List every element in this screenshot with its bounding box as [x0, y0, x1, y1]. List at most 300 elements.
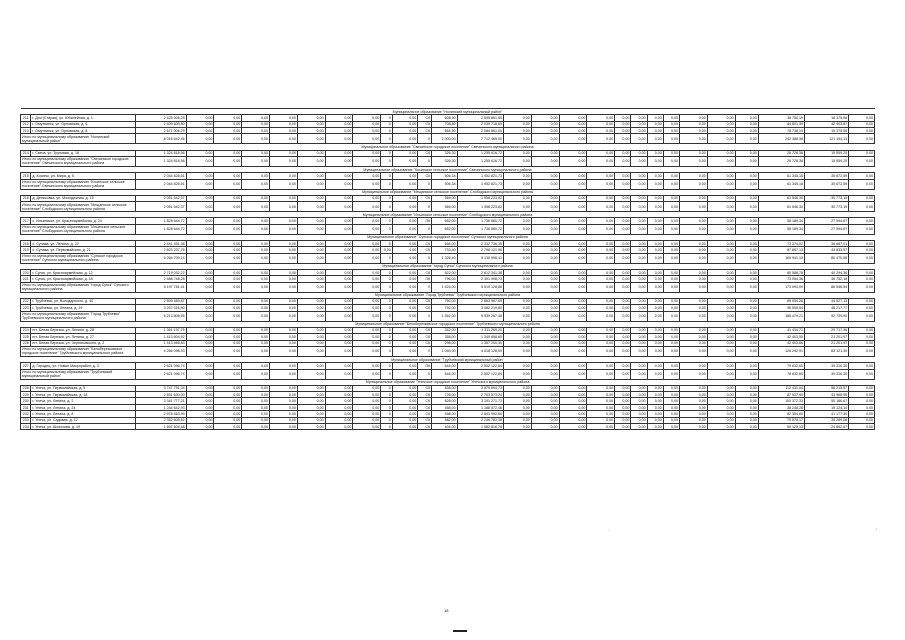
value-cell: 0,00: [503, 327, 531, 333]
value-cell: 0,00: [849, 240, 875, 246]
value-cell: 708,80: [432, 121, 457, 127]
value-cell: 0,00: [392, 404, 417, 410]
total-value-cell: 0,00: [353, 346, 381, 356]
value-cell: 3 191 271,73: [457, 398, 503, 404]
value-cell: СК: [418, 334, 432, 340]
row-number-cell: 219: [21, 247, 31, 253]
value-cell: 0,00: [631, 240, 647, 246]
value-cell: 0,00: [214, 404, 242, 410]
value-cell: 0: [381, 363, 393, 369]
value-cell: 0,00: [615, 218, 631, 224]
total-value-cell: 326,30: [432, 156, 457, 166]
value-cell: 0,00: [503, 240, 531, 246]
value-cell: 0,00: [849, 404, 875, 410]
total-value-cell: 1 828 644,72: [135, 224, 186, 234]
value-cell: 0,00: [353, 411, 381, 417]
value-cell: 0,00: [392, 398, 417, 404]
value-cell: 0,00: [849, 411, 875, 417]
total-value-cell: 0,00: [707, 179, 735, 189]
total-value-cell: 160 941,15: [758, 253, 804, 263]
value-cell: 0,00: [679, 327, 707, 333]
value-cell: 0,00: [503, 334, 531, 340]
value-cell: 0,00: [679, 150, 707, 156]
value-cell: 0,00: [353, 127, 381, 133]
total-value-cell: 0,00: [663, 134, 679, 144]
value-cell: 80 588,78: [758, 269, 804, 275]
value-cell: 0,00: [587, 424, 615, 430]
value-cell: 0,00: [587, 334, 615, 340]
value-cell: 0,00: [849, 276, 875, 282]
value-cell: 0,00: [587, 392, 615, 398]
value-cell: 342,00: [432, 327, 457, 333]
total-value-cell: Х: [418, 282, 432, 292]
value-cell: 0,00: [325, 269, 353, 275]
value-cell: СК: [418, 305, 432, 311]
total-value-cell: 0,00: [353, 282, 381, 292]
value-cell: 0,00: [186, 240, 214, 246]
value-cell: 0,00: [270, 417, 298, 423]
total-value-cell: 0,00: [214, 346, 242, 356]
section-title: Муниципальное образование "Мещанское сельское поселение" Слободского муниципального района: [21, 189, 875, 195]
total-value-cell: 0,00: [242, 282, 270, 292]
value-cell: 2 246 783,38: [457, 417, 503, 423]
value-cell: 2 703 573,24: [457, 392, 503, 398]
total-value-cell: 0,00: [214, 311, 242, 321]
value-cell: 0,00: [214, 247, 242, 253]
address-cell: г. Свеча, ул. Труновая, д. 18: [31, 150, 135, 156]
value-cell: 2 039 718,60: [457, 121, 503, 127]
value-cell: 0,00: [849, 150, 875, 156]
value-cell: 24 862,57: [805, 424, 849, 430]
value-cell: 89 054,26: [758, 298, 804, 304]
value-cell: 0,00: [214, 298, 242, 304]
value-cell: 0,00: [186, 334, 214, 340]
address-cell: г. Унеча, ул. Садовая, д. 12: [31, 417, 135, 423]
value-cell: 0,00: [270, 411, 298, 417]
value-cell: 0,00: [735, 173, 758, 179]
total-value-cell: 0,00: [849, 202, 875, 212]
value-cell: 0,00: [647, 340, 663, 346]
value-cell: 1 349 658,60: [457, 334, 503, 340]
value-cell: 0,00: [186, 173, 214, 179]
value-cell: СК: [418, 417, 432, 423]
value-cell: 0,00: [587, 340, 615, 346]
total-value-cell: 0,00: [647, 202, 663, 212]
value-cell: 19 375,08: [805, 127, 849, 133]
value-cell: 0,00: [679, 424, 707, 430]
value-cell: 0,00: [503, 195, 531, 201]
total-value-cell: 0,00: [707, 202, 735, 212]
value-cell: 0,00: [707, 392, 735, 398]
total-value-cell: Х: [418, 346, 432, 356]
total-value-cell: 0,00: [587, 282, 615, 292]
value-cell: 0,00: [242, 218, 270, 224]
total-value-cell: 0,00: [242, 179, 270, 189]
total-value-cell: 0,00: [392, 253, 417, 263]
value-cell: 0,00: [615, 150, 631, 156]
value-cell: 0,00: [392, 269, 417, 275]
value-cell: 0,00: [325, 298, 353, 304]
total-value-cell: 0,00: [270, 224, 298, 234]
value-cell: 0,00: [707, 115, 735, 121]
total-value-cell: Х: [418, 156, 432, 166]
address-cell: пгт. Белая Березка, ул. Ленина, д. 27: [31, 334, 135, 340]
value-cell: 0,00: [186, 424, 214, 430]
total-value-cell: 0,00: [353, 224, 381, 234]
value-cell: 3 082 219,80: [457, 305, 503, 311]
value-cell: 41 434,71: [758, 327, 804, 333]
value-cell: 0: [381, 392, 393, 398]
value-cell: 0,00: [325, 424, 353, 430]
row-number-cell: 218: [21, 240, 31, 246]
total-value-cell: 0,00: [503, 369, 531, 379]
value-cell: 0,00: [353, 276, 381, 282]
value-cell: 0,00: [679, 411, 707, 417]
value-cell: 0,00: [647, 195, 663, 201]
total-value-cell: 0,00: [647, 311, 663, 321]
value-cell: 0,00: [242, 173, 270, 179]
total-value-cell: 0,00: [186, 311, 214, 321]
value-cell: 0,00: [631, 398, 647, 404]
value-cell: 0,00: [214, 385, 242, 391]
value-cell: 0: [381, 398, 393, 404]
value-cell: 0,00: [631, 298, 647, 304]
value-cell: 0,00: [270, 392, 298, 398]
value-cell: 0,00: [647, 150, 663, 156]
total-value-cell: 0,00: [186, 134, 214, 144]
value-cell: 73 054,36: [758, 276, 804, 282]
total-value-cell: 26 728,38: [758, 156, 804, 166]
value-cell: 0,00: [735, 334, 758, 340]
total-value-cell: 0,00: [707, 346, 735, 356]
total-value-cell: 0,00: [735, 369, 758, 379]
value-cell: 0,00: [214, 150, 242, 156]
total-value-cell: 0,00: [270, 134, 298, 144]
value-cell: 0,00: [242, 240, 270, 246]
value-cell: 79 632,60: [758, 363, 804, 369]
value-cell: 56 215,57: [805, 385, 849, 391]
value-cell: 0,00: [392, 363, 417, 369]
page-footer-rule: [453, 630, 467, 632]
value-cell: 38 750,19: [758, 115, 804, 121]
value-cell: СК: [418, 150, 432, 156]
value-cell: 0,00: [214, 115, 242, 121]
total-value-cell: 0,00: [503, 156, 531, 166]
row-number-cell: 211: [21, 115, 31, 121]
value-cell: 0,00: [325, 173, 353, 179]
value-cell: 39 316,30: [805, 363, 849, 369]
value-cell: 0,00: [735, 363, 758, 369]
value-cell: 0,00: [186, 385, 214, 391]
value-cell: 0,00: [663, 121, 679, 127]
value-cell: 0,00: [559, 424, 587, 430]
value-cell: 0,00: [707, 121, 735, 127]
total-value-cell: 0,00: [631, 202, 647, 212]
value-cell: 0,00: [587, 173, 615, 179]
value-cell: 0,00: [270, 247, 298, 253]
value-cell: 0,00: [647, 247, 663, 253]
total-value-cell: 0: [381, 369, 393, 379]
row-number-cell: 217: [21, 218, 31, 224]
value-cell: 0,00: [353, 298, 381, 304]
total-value-cell: 0,00: [531, 369, 559, 379]
value-cell: 0,00: [707, 424, 735, 430]
total-value-cell: 0,00: [849, 346, 875, 356]
address-cell: г. Омутнинск, ул. Орловская, д. 8: [31, 127, 135, 133]
value-cell: 0,00: [186, 340, 214, 346]
value-cell: 82 354,60: [758, 411, 804, 417]
value-cell: 0,00: [587, 115, 615, 121]
value-cell: 0,00: [503, 417, 531, 423]
value-cell: 0,00: [325, 276, 353, 282]
value-cell: 0,00: [849, 398, 875, 404]
total-value-cell: 0,00: [647, 346, 663, 356]
value-cell: 0,00: [353, 340, 381, 346]
value-cell: 0,00: [679, 305, 707, 311]
total-value-cell: 0,00: [297, 224, 325, 234]
value-cell: 598,00: [432, 411, 457, 417]
total-value-cell: 0,00: [270, 202, 298, 212]
value-cell: 0: [381, 173, 393, 179]
value-cell: СК: [418, 340, 432, 346]
total-value-cell: 0,00: [559, 156, 587, 166]
total-value-cell: 0,00: [679, 311, 707, 321]
value-cell: 0,00: [849, 115, 875, 121]
value-cell: 0,00: [663, 276, 679, 282]
total-value-cell: 0: [381, 134, 393, 144]
value-cell: 0,00: [587, 363, 615, 369]
value-cell: 42 403,66: [758, 340, 804, 346]
value-cell: 0,00: [663, 115, 679, 121]
value-cell: 87 667,13: [758, 247, 804, 253]
total-value-cell: 0,00: [679, 202, 707, 212]
total-value-cell: 0,00: [214, 224, 242, 234]
row-number-cell: 216: [21, 195, 31, 201]
value-cell: 0,00: [735, 404, 758, 410]
total-value-cell: 0,00: [297, 311, 325, 321]
total-value-cell: 0,00: [214, 179, 242, 189]
total-value-cell: 0,00: [186, 346, 214, 356]
total-value-cell: 92 739,90: [805, 311, 849, 321]
value-cell: 0,00: [242, 404, 270, 410]
value-cell: 0,00: [325, 247, 353, 253]
value-cell: 0: [381, 115, 393, 121]
value-cell: 0,00: [631, 334, 647, 340]
value-cell: 0,00: [353, 173, 381, 179]
total-value-cell: 0,00: [735, 134, 758, 144]
total-value-cell: 0,00: [679, 369, 707, 379]
total-value-cell: 30 773,15: [805, 202, 849, 212]
total-value-cell: 0,00: [615, 369, 631, 379]
total-value-cell: 0,00: [270, 282, 298, 292]
total-value-cell: Х: [418, 134, 432, 144]
total-value-cell: 0,00: [735, 311, 758, 321]
total-value-cell: 0,00: [587, 253, 615, 263]
value-cell: 0,00: [353, 404, 381, 410]
value-cell: 0,00: [663, 385, 679, 391]
total-value-cell: 0,00: [849, 134, 875, 144]
value-cell: 0,00: [735, 305, 758, 311]
value-cell: 0,00: [849, 121, 875, 127]
value-cell: 0,00: [631, 340, 647, 346]
value-cell: 0,00: [559, 150, 587, 156]
total-label-cell: Итого по муниципальному образованию "Город Трубчевск" Трубчевского муниципального района: [21, 311, 136, 321]
value-cell: 0,00: [679, 334, 707, 340]
value-cell: 0,00: [631, 424, 647, 430]
value-cell: ПК: [418, 218, 432, 224]
total-value-cell: 126 242,91: [758, 346, 804, 356]
total-value-cell: 61 546,30: [758, 202, 804, 212]
value-cell: 0,00: [186, 363, 214, 369]
value-cell: 3 207 316,90: [135, 305, 186, 311]
value-cell: 70 578,17: [758, 417, 804, 423]
value-cell: 0,00: [559, 411, 587, 417]
total-value-cell: 0,00: [503, 311, 531, 321]
value-cell: 0,00: [615, 121, 631, 127]
row-number-cell: 224: [21, 327, 31, 333]
address-cell: г. Унеча, ул. Шолохова, д. 19: [31, 424, 135, 430]
address-cell: пгт. Белая Березка, ул. Ленина, д. 28: [31, 327, 135, 333]
value-cell: 0,00: [242, 417, 270, 423]
total-label-cell: Итого по муниципальному образованию "Косинское сельское поселение" Свечинского муниципального района: [21, 179, 136, 189]
value-cell: 15 559,25: [805, 150, 849, 156]
value-cell: 0,00: [735, 269, 758, 275]
total-value-cell: 0,00: [615, 282, 631, 292]
value-cell: 0,00: [615, 398, 631, 404]
value-cell: 0,00: [559, 127, 587, 133]
value-cell: 0,00: [735, 127, 758, 133]
total-value-cell: 0,00: [587, 369, 615, 379]
value-cell: 0,00: [297, 385, 325, 391]
value-cell: 358,00: [432, 334, 457, 340]
value-cell: 0,00: [353, 269, 381, 275]
value-cell: 0,00: [663, 150, 679, 156]
value-cell: 0,00: [707, 247, 735, 253]
row-number-cell: 232: [21, 411, 31, 417]
value-cell: 0,00: [679, 385, 707, 391]
value-cell: 0,00: [849, 327, 875, 333]
total-value-cell: 0,00: [242, 311, 270, 321]
value-cell: 0,00: [631, 173, 647, 179]
value-cell: 2 502 122,84: [457, 363, 503, 369]
value-cell: 0,00: [214, 334, 242, 340]
total-value-cell: 0: [381, 311, 393, 321]
value-cell: 796,00: [432, 276, 457, 282]
value-cell: 0,00: [297, 173, 325, 179]
value-cell: 0,00: [325, 150, 353, 156]
value-cell: 0,00: [849, 363, 875, 369]
total-value-cell: 1 324 818,56: [135, 156, 186, 166]
total-value-cell: 0,00: [663, 346, 679, 356]
value-cell: 0,00: [647, 417, 663, 423]
value-cell: 0,00: [631, 269, 647, 275]
address-cell: г. Унеча, ул. Первомайская, д. 18: [31, 392, 135, 398]
total-value-cell: 0,00: [849, 156, 875, 166]
value-cell: 0,00: [679, 398, 707, 404]
value-cell: 0,00: [663, 127, 679, 133]
value-cell: 20 717,36: [805, 327, 849, 333]
value-cell: 0,00: [647, 240, 663, 246]
value-cell: 0,00: [587, 327, 615, 333]
section-title: Муниципальное образование "Косинское сельское поселение" Свечинского муниципального района: [21, 166, 875, 172]
value-cell: 0,00: [559, 218, 587, 224]
total-value-cell: 1 552,00: [432, 311, 457, 321]
value-cell: СК: [418, 115, 432, 121]
value-cell: 0,00: [214, 218, 242, 224]
value-cell: 0,00: [559, 398, 587, 404]
value-cell: 0,00: [531, 340, 559, 346]
value-cell: 0,00: [325, 115, 353, 121]
value-cell: СК: [418, 298, 432, 304]
total-value-cell: Х: [418, 369, 432, 379]
value-cell: 0,00: [849, 195, 875, 201]
value-cell: 0,00: [325, 334, 353, 340]
total-value-cell: 0,00: [707, 224, 735, 234]
value-cell: 0: [381, 340, 393, 346]
address-cell: г. Сунск, ул. Красноармейская, д. 12: [31, 269, 135, 275]
total-value-cell: 0,00: [631, 179, 647, 189]
row-number-cell: 225: [21, 334, 31, 340]
value-cell: 0,00: [392, 240, 417, 246]
total-value-cell: 0,00: [707, 253, 735, 263]
value-cell: 2 863 967,69: [457, 298, 503, 304]
address-cell: д. Косины, ул. Мира, д. 5: [31, 173, 135, 179]
section-total-row: [21, 282, 875, 292]
value-cell: 61 345,18: [758, 173, 804, 179]
value-cell: 0,00: [270, 218, 298, 224]
value-cell: 3 579 694,73: [457, 385, 503, 391]
value-cell: 0,00: [242, 276, 270, 282]
value-cell: 0,00: [663, 298, 679, 304]
row-number-cell: 230: [21, 398, 31, 404]
value-cell: 0,00: [735, 417, 758, 423]
row-number-cell: 223: [21, 305, 31, 311]
value-cell: 0,00: [297, 150, 325, 156]
value-cell: 0,00: [297, 127, 325, 133]
value-cell: 0,00: [849, 305, 875, 311]
total-value-cell: Х: [418, 202, 432, 212]
value-cell: 0,00: [559, 327, 587, 333]
value-cell: 0,00: [707, 173, 735, 179]
value-cell: 0,00: [647, 127, 663, 133]
row-number-cell: 229: [21, 392, 31, 398]
value-cell: 0,00: [503, 385, 531, 391]
total-value-cell: 2 502 122,84: [457, 369, 503, 379]
total-value-cell: 0,00: [663, 311, 679, 321]
total-value-cell: 0,00: [735, 224, 758, 234]
value-cell: 0,00: [679, 240, 707, 246]
total-value-cell: 121 194,13: [805, 134, 849, 144]
value-cell: 0,00: [615, 334, 631, 340]
value-cell: 50 186,67: [805, 398, 849, 404]
value-cell: 0,00: [849, 385, 875, 391]
row-number-cell: 215: [21, 173, 31, 179]
value-cell: СК: [418, 385, 432, 391]
total-value-cell: 0,00: [392, 224, 417, 234]
row-number-cell: 227: [21, 363, 31, 369]
value-cell: 0,00: [531, 334, 559, 340]
value-cell: 0,00: [679, 404, 707, 410]
value-cell: 0,00: [707, 327, 735, 333]
value-cell: 0,00: [186, 218, 214, 224]
value-cell: 36 752,18: [805, 276, 849, 282]
total-value-cell: 0: [381, 224, 393, 234]
value-cell: 0,00: [186, 298, 214, 304]
value-cell: 0,00: [559, 392, 587, 398]
address-cell: г. Трубчевск, ул. Володарского, д. 40: [31, 298, 135, 304]
value-cell: 0,00: [503, 218, 531, 224]
value-cell: 0,00: [849, 340, 875, 346]
